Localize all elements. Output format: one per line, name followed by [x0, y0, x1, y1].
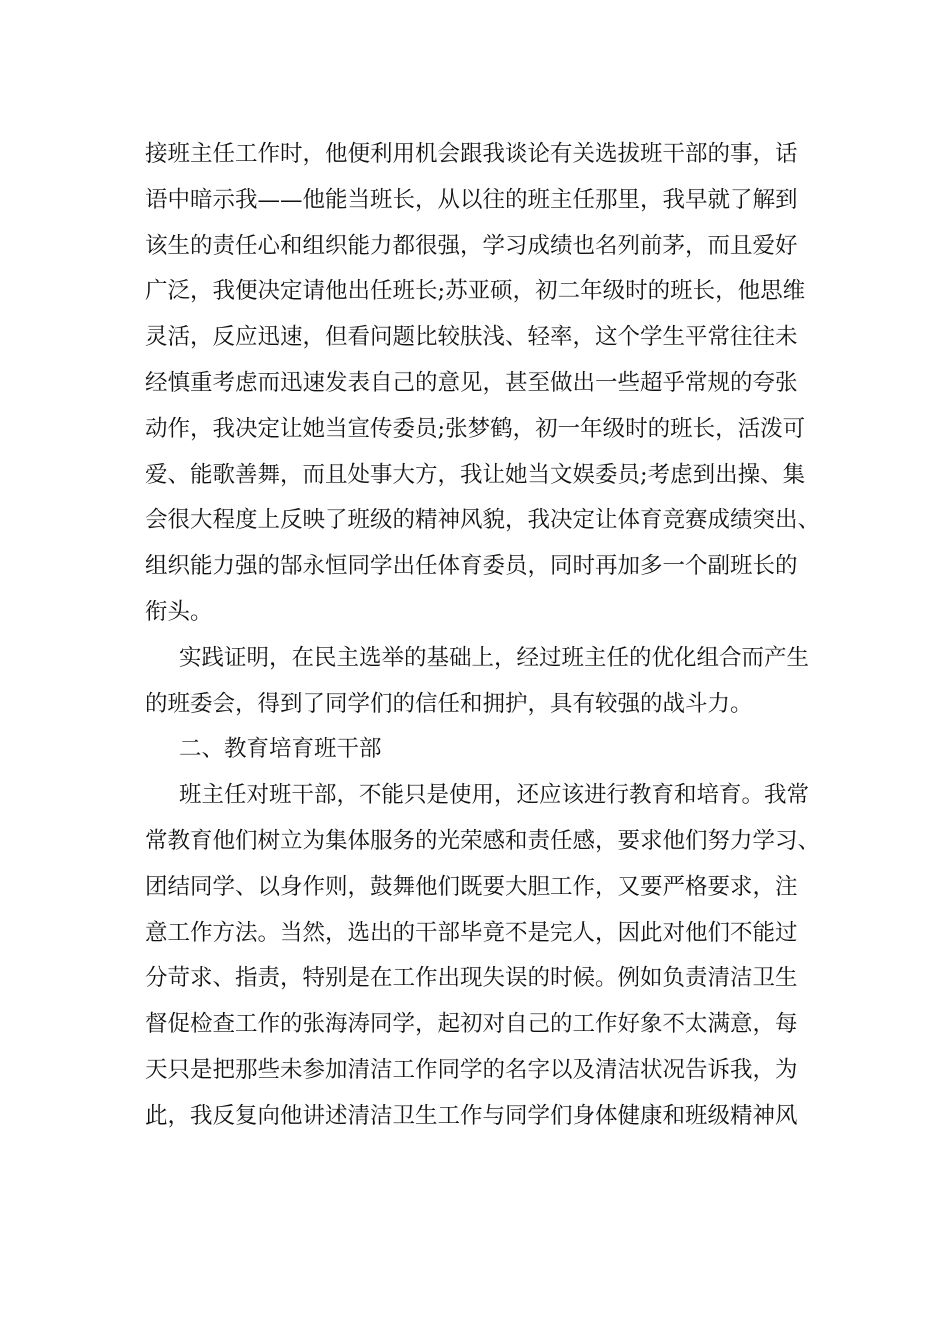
text-line: 督促检查工作的张海涛同学，起初对自己的工作好象不太满意，每 [145, 1011, 798, 1038]
text-line: 衔头。 [145, 598, 213, 625]
paragraph-first-line: 班主任对班干部，不能只是使用，还应该进行教育和培育。我常 [179, 782, 810, 809]
text-line: 天只是把那些未参加清洁工作同学的名字以及清洁状况告诉我，为 [145, 1056, 798, 1083]
section-heading: 二、教育培育班干部 [179, 736, 382, 763]
text-line: 语中暗示我——他能当班长，从以往的班主任那里，我早就了解到 [145, 186, 798, 213]
text-line: 会很大程度上反映了班级的精神风貌，我决定让体育竞赛成绩突出、 [145, 507, 821, 534]
text-line: 常教育他们树立为集体服务的光荣感和责任感，要求他们努力学习、 [145, 827, 821, 854]
text-line: 分苛求、指责，特别是在工作出现失误的时候。例如负责清洁卫生 [145, 965, 798, 992]
text-line: 该生的责任心和组织能力都很强，学习成绩也名列前茅，而且爱好 [145, 232, 798, 259]
text-line: 组织能力强的郜永恒同学出任体育委员，同时再加多一个副班长的 [145, 553, 798, 580]
text-line: 动作，我决定让她当宣传委员;张梦鹤，初一年级时的班长，活泼可 [145, 415, 806, 442]
text-line: 经慎重考虑而迅速发表自己的意见，甚至做出一些超乎常规的夸张 [145, 369, 798, 396]
text-line: 广泛，我便决定请他出任班长;苏亚硕，初二年级时的班长，他思维 [145, 278, 806, 305]
text-line: 此，我反复向他讲述清洁卫生工作与同学们身体健康和班级精神风 [145, 1102, 798, 1129]
text-line: 接班主任工作时，他便利用机会跟我谈论有关选拔班干部的事，话 [145, 141, 798, 167]
text-line: 爱、能歌善舞，而且处事大方，我让她当文娱委员;考虑到出操、集 [145, 461, 806, 488]
text-line: 意工作方法。当然，选出的干部毕竟不是完人，因此对他们不能过 [145, 919, 798, 946]
text-line: 的班委会，得到了同学们的信任和拥护，具有较强的战斗力。 [145, 690, 753, 717]
body-text [145, 132, 825, 1140]
text-line: 团结同学、以身作则，鼓舞他们既要大胆工作，又要严格要求，注 [145, 873, 798, 900]
paragraph-first-line: 实践证明，在民主选举的基础上，经过班主任的优化组合而产生 [179, 644, 810, 671]
text-line: 灵活，反应迅速，但看问题比较肤浅、轻率，这个学生平常往往未 [145, 324, 798, 351]
